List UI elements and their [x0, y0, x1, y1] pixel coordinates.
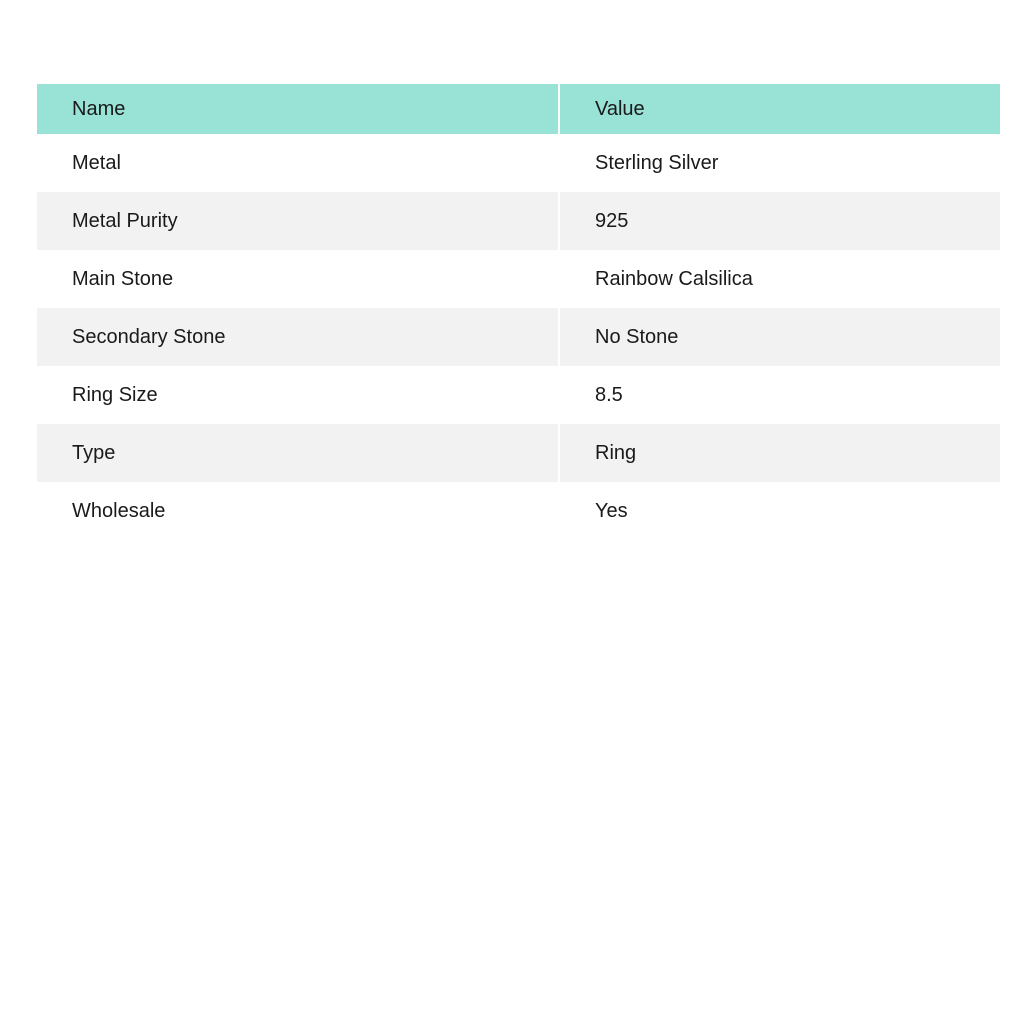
spec-name-cell: Secondary Stone: [37, 308, 559, 366]
column-header-value: Value: [559, 84, 1000, 134]
spec-value-cell: Ring: [559, 424, 1000, 482]
spec-name-cell: Type: [37, 424, 559, 482]
spec-value-cell: Rainbow Calsilica: [559, 250, 1000, 308]
spec-value-cell: No Stone: [559, 308, 1000, 366]
spec-name-cell: Metal: [37, 134, 559, 192]
column-header-name: Name: [37, 84, 559, 134]
table-row: [37, 366, 1000, 424]
table-row: [37, 482, 1000, 540]
spec-name-cell: Metal Purity: [37, 192, 559, 250]
spec-value-cell: 925: [559, 192, 1000, 250]
spec-value-cell: 8.5: [559, 366, 1000, 424]
spec-value-cell: Yes: [559, 482, 1000, 540]
table-row: [37, 424, 1000, 482]
spec-value-cell: Sterling Silver: [559, 134, 1000, 192]
table-row: [37, 308, 1000, 366]
product-specs-table: [37, 84, 1000, 540]
spec-name-cell: Wholesale: [37, 482, 559, 540]
specs-table-header: [37, 84, 1000, 134]
spec-name-cell: Ring Size: [37, 366, 559, 424]
table-row: [37, 134, 1000, 192]
header-row: [37, 84, 1000, 134]
table-row: [37, 250, 1000, 308]
spec-name-cell: Main Stone: [37, 250, 559, 308]
table-row: [37, 192, 1000, 250]
specs-table-body: [37, 134, 1000, 540]
